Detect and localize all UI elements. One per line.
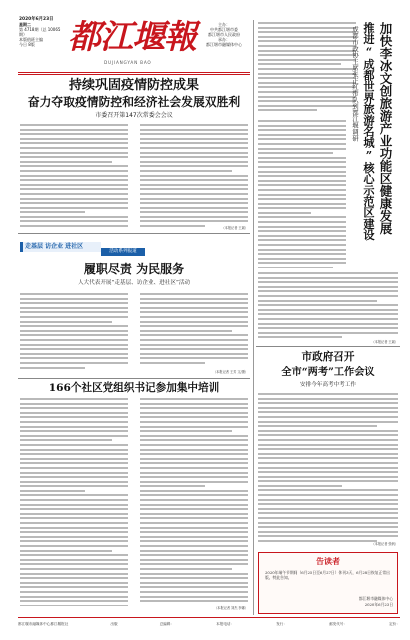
footer-postal-code: 邮发代号： bbox=[329, 622, 348, 626]
right-subhead: 成都市政协主席张正红带队到都江堰调研 bbox=[351, 26, 359, 142]
issue-date: 2020年6月23日 bbox=[19, 17, 54, 22]
footer-publish: 出版 bbox=[110, 622, 118, 626]
lead-body-col-1 bbox=[20, 124, 128, 228]
footer-distribution: 发行： bbox=[276, 622, 287, 626]
page-count: 今日 8版 bbox=[19, 42, 35, 47]
right-body-1 bbox=[258, 120, 346, 268]
masthead-rule bbox=[18, 72, 250, 73]
reader-notice bbox=[258, 552, 398, 614]
lead-subtitle: 市委召开第147次常委会会议 bbox=[95, 112, 173, 119]
story-two-subtitle: 人大代表开展“走基层、访企业、进社区”活动 bbox=[77, 280, 191, 286]
editor-on-duty: 本版值班主编 bbox=[19, 37, 43, 42]
footer bbox=[18, 620, 400, 628]
story-three-title-2: 全市“两考”工作会议 bbox=[281, 366, 375, 378]
masthead bbox=[0, 0, 250, 72]
story-four-byline: （本报记者 刘杰 李娜） bbox=[214, 606, 248, 610]
right-body-2 bbox=[258, 272, 398, 342]
organizer-name: 都江堰市融媒体中心 bbox=[206, 42, 242, 47]
footer-editor: 总编辑： bbox=[159, 622, 175, 626]
publisher-label: 主办： bbox=[218, 22, 230, 27]
weekday: 星期二 bbox=[19, 22, 31, 27]
footer-publisher: 都江堰市融媒体中心都江堰报社 bbox=[18, 622, 69, 626]
right-top-text bbox=[258, 22, 356, 114]
footer-rule bbox=[18, 617, 400, 618]
story-three-byline: （本报记者 张帆） bbox=[371, 542, 398, 546]
right-headline-1: 加快李冰文创旅游产业功能区健康发展 bbox=[378, 22, 393, 235]
story-three-body bbox=[258, 393, 398, 543]
series-banner-label: 走基层 访企业 进社区 bbox=[25, 243, 84, 250]
masthead-left-meta bbox=[19, 17, 65, 47]
reader-notice-signer: 都江堰市融媒体中心 bbox=[358, 596, 393, 601]
lead-body-col-2 bbox=[140, 124, 248, 228]
paper-pinyin: DUJIANGYAN BAO bbox=[104, 60, 152, 65]
lead-title-1: 持续巩固疫情防控成果 bbox=[68, 78, 199, 93]
story-two-byline: （本报记者 王芳 文/摄） bbox=[213, 370, 248, 374]
masthead-right-meta bbox=[202, 22, 246, 47]
reader-notice-title: 告读者 bbox=[316, 556, 340, 566]
story-two-title: 履职尽责 为民服务 bbox=[83, 262, 185, 276]
story-three-subtitle: 安排今年高考中考工作 bbox=[300, 382, 356, 388]
publisher-party: 中共都江堰市委 bbox=[210, 27, 238, 32]
footer-phone: 本报电话： bbox=[216, 622, 235, 626]
issue-number: 第 4718期（总 10065期） bbox=[19, 27, 61, 37]
main-column-divider bbox=[253, 20, 254, 615]
right-headline-2: 推进“成都世界旅游名城”核心示范区建设 bbox=[362, 22, 376, 241]
lead-bottom-rule bbox=[18, 233, 250, 234]
organizer-label: 承办： bbox=[218, 37, 230, 42]
series-tag: 活动系列报道 bbox=[101, 248, 145, 256]
series-banner bbox=[20, 240, 100, 254]
story-two-col-1 bbox=[20, 293, 128, 371]
story-three-title: 市政府召开 bbox=[301, 351, 355, 363]
story-four-col-2 bbox=[140, 398, 248, 606]
story-four-title: 166个社区党组织书记参加集中培训 bbox=[48, 382, 220, 394]
footer-price: 定价： bbox=[389, 622, 400, 626]
reader-notice-body: 2020年端午节期间（6月25日至6月27日）休刊3天，6月28日恢复正常出版。特此告知。 bbox=[265, 570, 390, 581]
story-four-col-1 bbox=[20, 398, 128, 606]
lead-byline: （本报记者 王斌） bbox=[221, 226, 248, 230]
reader-notice-date: 2020年6月23日 bbox=[364, 602, 393, 607]
paper-name: 都江堰報 bbox=[68, 17, 196, 56]
story-two-col-2 bbox=[140, 293, 248, 371]
publisher-government: 都江堰市人民政府 bbox=[208, 32, 240, 37]
lead-title-2: 奋力夺取疫情防控和经济社会发展双胜利 bbox=[27, 95, 241, 109]
right-mid-rule bbox=[256, 346, 400, 347]
masthead-rule-2 bbox=[18, 74, 250, 75]
story-two-bottom-rule bbox=[18, 378, 250, 379]
right-byline: （本报记者 王斌） bbox=[371, 340, 398, 344]
